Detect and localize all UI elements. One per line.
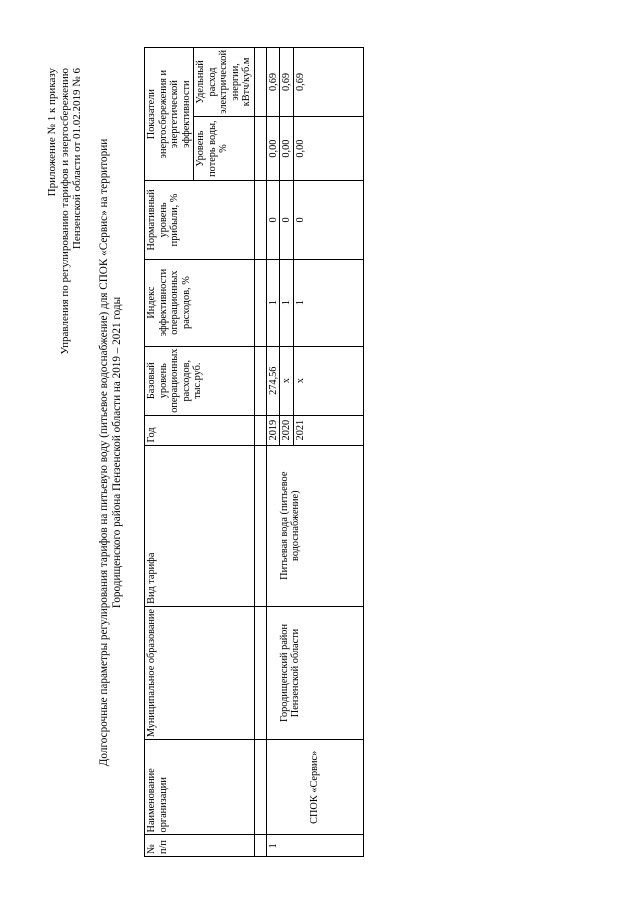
order-reference-line2: Управления по регулированию тарифов и энергосбережению (58, 68, 71, 355)
loss-cell: 0,00 (266, 116, 280, 180)
spacer-cell (254, 835, 266, 857)
base-cell: x (293, 346, 363, 415)
year-cell: 2019 (266, 415, 280, 445)
loss-cell: 0,00 (280, 116, 294, 180)
document-title-line1: Долгосрочные параметры регулирования тарифов на питьевую воду (питьевое водоснабжение) для СПОК «Сервис» на территории (98, 138, 110, 767)
row-org: СПОК «Сервис» (266, 740, 363, 835)
profit-cell: 0 (293, 181, 363, 259)
spacer-cell (254, 346, 266, 415)
row-mun: Городищенский район Пензенской области (266, 606, 363, 739)
order-reference-line1: Приложение № 1 к приказу (46, 68, 58, 197)
spacer-cell (254, 445, 266, 606)
consumption-cell: 0,69 (280, 48, 294, 117)
spacer-cell (254, 116, 266, 180)
order-reference (46, 68, 84, 355)
header-energy: Показатели энергосбережения и энергетической эффективности (145, 48, 194, 181)
spacer-cell (254, 181, 266, 259)
year-cell: 2021 (293, 415, 363, 445)
base-cell: 274,56 (266, 346, 280, 415)
consumption-cell: 0,69 (266, 48, 280, 117)
header-org: Наименование организации (145, 740, 255, 835)
index-cell: 1 (293, 259, 363, 346)
document-title (98, 0, 123, 905)
header-row (145, 48, 194, 857)
document-title-line2: Городищенского района Пензенской области на 2019 – 2021 годы (110, 296, 123, 609)
header-mun: Муниципальное образование (145, 606, 255, 739)
loss-cell: 0,00 (293, 116, 363, 180)
spacer-cell (254, 48, 266, 117)
header-profit: Нормативный уровень прибыли, % (145, 181, 255, 259)
consumption-cell: 0,69 (293, 48, 363, 117)
header-consumption: Удельный расход электрической энергии, кВтч/куб.м (194, 48, 255, 117)
index-cell: 1 (266, 259, 280, 346)
header-index: Индекс эффективности операционных расходов, % (145, 259, 255, 346)
parameters-table (144, 47, 364, 857)
header-num: № п/п (145, 835, 255, 857)
header-year: Год (145, 415, 255, 445)
year-cell: 2020 (280, 415, 294, 445)
order-reference-line3: Пензенской области от 01.02.2019 № 6 (71, 68, 83, 250)
row-num: 1 (266, 835, 363, 857)
header-base: Базовый уровень операционных расходов, тыс.руб. (145, 346, 255, 415)
index-cell: 1 (280, 259, 294, 346)
spacer-cell (254, 740, 266, 835)
header-tariff: Вид тарифа (145, 445, 255, 606)
table-row (266, 48, 280, 857)
spacer-cell (254, 606, 266, 739)
profit-cell: 0 (280, 181, 294, 259)
spacer-cell (254, 415, 266, 445)
profit-cell: 0 (266, 181, 280, 259)
base-cell: x (280, 346, 294, 415)
spacer-cell (254, 259, 266, 346)
spacer-row (254, 48, 266, 857)
row-tariff: Питьевая вода (питьевое водоснабжение) (266, 445, 363, 606)
header-loss: Уровень потерь воды, % (194, 116, 255, 180)
